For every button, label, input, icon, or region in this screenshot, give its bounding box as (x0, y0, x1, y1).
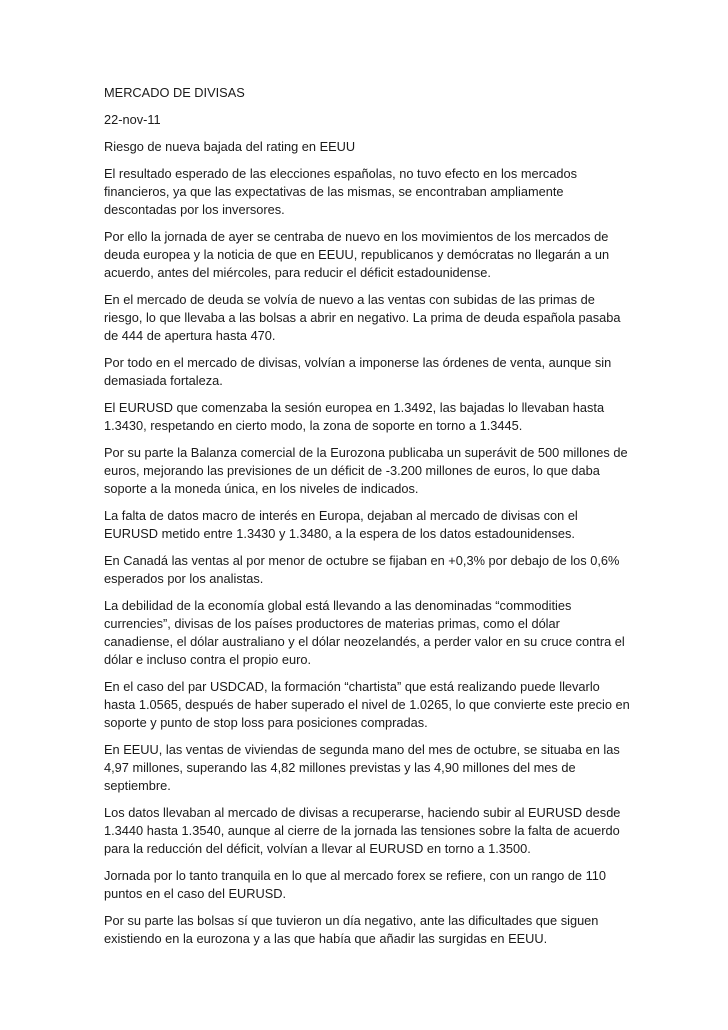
paragraph-7: La falta de datos macro de interés en Europa, dejaban al mercado de divisas con el EURUSD metido entre 1.3430 y 1.3480, a la espera de los datos estadounidenses. (104, 508, 578, 541)
paragraph-6: Por su parte la Balanza comercial de la Eurozona publicaba un superávit de 500 millones de euros, mejorando las previsiones de un déficit de -3.200 millones de euros, lo que daba soporte a la moneda única, en los niveles de indicados. (104, 445, 628, 496)
paragraph-8: En Canadá las ventas al por menor de octubre se fijaban en +0,3% por debajo de los 0,6% esperados por los analistas. (104, 553, 620, 586)
paragraph-14: Por su parte las bolsas sí que tuvieron un día negativo, ante las dificultades que siguen existiendo en la eurozona y a las que había que añadir las surgidas en EEUU. (104, 913, 599, 946)
paragraph-9: La debilidad de la economía global está llevando a las denominadas “commodities currencies”, divisas de los países productores de materias primas, como el dólar canadiense, el dólar australiano y el dólar neozelandés, a perder valor en su cruce contra el dólar e incluso contra el propio euro. (104, 598, 625, 667)
paragraph-11: En EEUU, las ventas de viviendas de segunda mano del mes de octubre, se situaba en las 4,97 millones, superando las 4,82 millones previstas y las 4,90 millones del mes de septiembre. (104, 742, 620, 793)
document-headline: Riesgo de nueva bajada del rating en EEUU (104, 139, 356, 154)
paragraph-1: El resultado esperado de las elecciones españolas, no tuvo efecto en los mercados financieros, ya que las expectativas de las mismas, se encontraban ampliamente descontadas por los inversores. (104, 166, 578, 217)
paragraph-4: Por todo en el mercado de divisas, volvían a imponerse las órdenes de venta, aunque sin demasiada fortaleza. (104, 355, 612, 388)
paragraph-13: Jornada por lo tanto tranquila en lo que al mercado forex se refiere, con un rango de 110 puntos en el caso del EURUSD. (104, 868, 607, 901)
document-title: MERCADO DE DIVISAS (104, 85, 245, 100)
paragraph-5: El EURUSD que comenzaba la sesión europea en 1.3492, las bajadas lo llevaban hasta 1.3430, respetando en cierto modo, la zona de soporte en torno a 1.3445. (104, 400, 605, 433)
paragraph-10: En el caso del par USDCAD, la formación “chartista” que está realizando puede llevarlo hasta 1.0565, después de haber superado el nivel de 1.0265, lo que convierte este precio en soporte y punto de stop loss para posiciones compradas. (104, 679, 630, 730)
document-date: 22-nov-11 (104, 112, 161, 127)
paragraph-2: Por ello la jornada de ayer se centraba de nuevo en los movimientos de los mercados de deuda europea y la noticia de que en EEUU, republicanos y demócratas no llegarán a un acuerdo, antes del miércoles, para reducir el déficit estadounidense. (104, 229, 610, 280)
paragraph-3: En el mercado de deuda se volvía de nuevo a las ventas con subidas de las primas de riesgo, lo que llevaba a las bolsas a abrir en negativo. La prima de deuda española pasaba de 444 de apertura hasta 470. (104, 292, 621, 343)
document-body (104, 84, 630, 957)
paragraph-12: Los datos llevaban al mercado de divisas a recuperarse, haciendo subir al EURUSD desde 1.3440 hasta 1.3540, aunque al cierre de la jornada las tensiones sobre la falta de acuerdo para la reducción del déficit, volvían a llevar al EURUSD en torno a 1.3500. (104, 805, 621, 856)
